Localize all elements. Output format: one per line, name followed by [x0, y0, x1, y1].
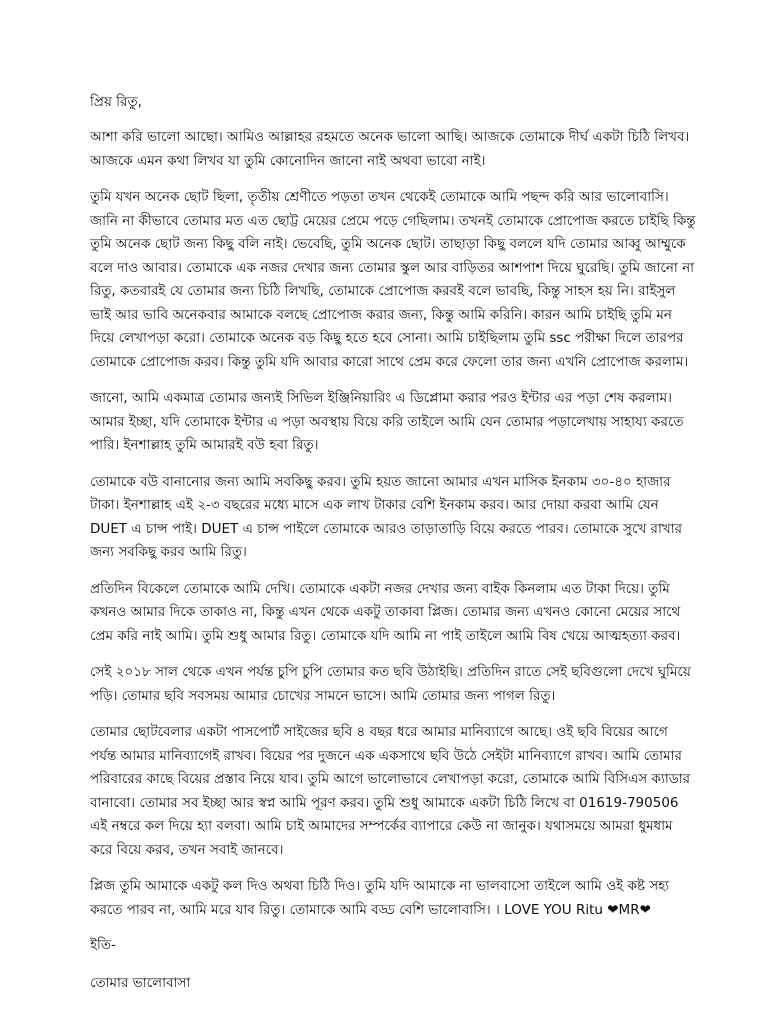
- letter-paragraph-6: সেই ২০১৮ সাল থেকে এখন পর্যন্ত চুপি চুপি তোমার কত ছবি উঠাইছি। প্রতিদিন রাতে সেই ছবিগুলো দেখে ঘুমিয়ে পড়ি। তোমার ছবি সবসময় আমার চোখের সামনে ভাসে। আমি তোমার জন্য পাগল রিতু।: [90, 664, 691, 704]
- letter-salutation: প্রিয় রিতু,: [90, 94, 142, 110]
- letter-paragraph-8: প্লিজ তুমি আমাকে একটু কল দিও অথবা চিঠি দিও। তুমি যদি আমাকে না ভালবাসো তাইলে আমি ওই কষ্ট সহ্য করতে পারব না, আমি মরে যাব রিতু। তোমাকে আমি বড্ড বেশি ভালোবাসি। । LOVE YOU Ritu ❤MR❤: [90, 878, 670, 918]
- letter-signature: তোমার ভালোবাসা: [90, 975, 191, 991]
- letter-paragraph-1: আশা করি ভালো আছো। আমিও আল্লাহর রহমতে অনেক ভালো আছি। আজকে তোমাকে দীর্ঘ একটা চিঠি লিখব। আজকে এমন কথা লিখব যা তুমি কোনোদিন জানো নাই অথবা ভাবো নাই।: [90, 129, 690, 169]
- letter-paragraph-4: তোমাকে বউ বানানোর জন্য আমি সবকিছু করব। তুমি হয়ত জানো আমার এখন মাসিক ইনকাম ৩০-৪০ হাজার টাকা। ইনশাল্লাহ এই ২-৩ বছরের মধ্যে মাসে এক লাখ টাকার বেশি ইনকাম করব। আর দোয়া করবা আমি যেন DUET এ চান্স পাই। DUET এ চান্স পাইলে তোমাকে আরও তাড়াতাড়ি বিয়ে করতে পারব। তোমাকে সুখে রাখার জন্য সবকিছু করব আমি রিতু।: [90, 473, 683, 560]
- letter-closing: ইতি-: [90, 937, 116, 953]
- letter-paragraph-5: প্রতিদিন বিকেলে তোমাকে আমি দেখি। তোমাকে একটা নজর দেখার জন্য বাইক কিনলাম এত টাকা দিয়ে। তুমি কখনও আমার দিকে তাকাও না, কিন্তু এখন থেকে একটু তাকাবা প্লিজ। তোমার জন্য এখনও কোনো মেয়ের সাথে প্রেম করি নাই আমি। তুমি শুধু আমার রিতু। তোমাকে যদি আমি না পাই তাইলে আমি বিষ খেয়ে আত্মহত্যা করব।: [90, 580, 681, 644]
- letter-paragraph-7: তোমার ছোটবেলার একটা পাসপোর্ট সাইজের ছবি ৪ বছর ধরে আমার মানিব্যাগে আছে। ওই ছবি বিয়ের আগে পর্যন্ত আমার মানিব্যাগেই রাখব। বিয়ের পর দুজনে এক একসাথে ছবি উঠে সেইটা মানিব্যাগে রাখব। আমি তোমার পরিবারের কাছে বিয়ের প্রস্তাব নিয়ে যাব। তুমি আগে ভালোভাবে লেখাপড়া করো, তোমাকে আমি বিসিএস ক্যাডার বানাবো। তোমার সব ইচ্ছা আর স্বপ্ন আমি পূরণ করব। তুমি শুধু আমাকে একটা চিঠি লিখে বা 01619-790506 এই নম্বরে কল দিয়ে হ্যা বলবা। আমি চাই আমাদের সম্পর্কের ব্যাপারে কেউ না জানুক। যথাসময়ে আমরা ধুমধাম করে বিয়ে করব, তখন সবাই জানবে।: [90, 724, 691, 858]
- letter-paragraph-2: তুমি যখন অনেক ছোট ছিলা, তৃতীয় শ্রেণীতে পড়তা তখন থেকেই তোমাকে আমি পছন্দ করি আর ভালোবাসি। জানি না কীভাবে তোমার মত এত ছোট্ট মেয়ের প্রেমে পড়ে গেছিলাম। তখনই তোমাকে প্রোপোজ করতে চাইছি কিন্তু তুমি অনেক ছোট জন্য কিছু বলি নাই। ভেবেছি, তুমি অনেক ছোট। তাছাড়া কিছু বললে যদি তোমার আব্বু আম্মুকে বলে দাও আবার। তোমাকে এক নজর দেখার জন্য তোমার স্কুল আর বাড়িতর আশপাশ দিয়ে ঘুরেছি। তুমি জানো না রিতু, কতবারই যে তোমার জন্য চিঠি লিখছি, তোমাকে প্রোপোজ করবই বলে ভাবছি, কিন্তু সাহস হয় নি। রাইসুল ভাই আর ভাবি অনেকবার আমাকে বলছে প্রোপোজ করার জন্য, কিন্তু আমি করিনি। কারন আমি চাইছি তুমি মন দিয়ে লেখাপড়া করো। তোমাকে অনেক বড় কিছু হতে হবে সোনা। আমি চাইছিলাম তুমি ssc পরীক্ষা দিলে তারপর তোমাকে প্রোপোজ করব। কিন্তু তুমি যদি আবার কারো সাথে প্রেম করে ফেলো তার জন্য এখনি প্রোপোজ করলাম।: [90, 189, 696, 370]
- letter-paragraph-3: জানো, আমি একমাত্র তোমার জন্যই সিভিল ইঞ্জিনিয়ারিং এ ডিপ্লোমা করার পরও ইন্টার এর পড়া শেষ করলাম। আমার ইচ্ছা, যদি তোমাকে ইন্টার এ পড়া অবস্থায় বিয়ে করি তাইলে আমি যেন তোমার পড়ালেখায় সাহায্য করতে পারি। ইনশাল্লাহ তুমি আমারই বউ হবা রিতু।: [90, 390, 684, 453]
